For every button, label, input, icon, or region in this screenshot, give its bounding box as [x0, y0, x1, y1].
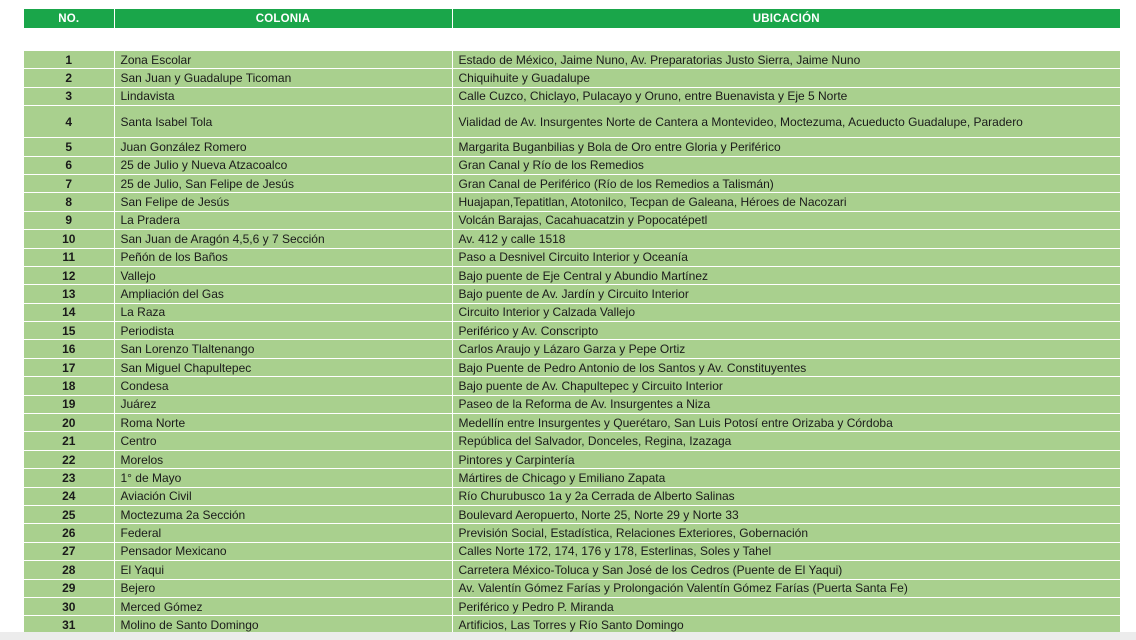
table-row — [24, 138, 1120, 156]
table-row — [24, 542, 1120, 560]
row-colonia: Morelos — [114, 450, 452, 468]
row-number: 17 — [24, 358, 114, 376]
row-number: 24 — [24, 487, 114, 505]
row-ubicacion: Paso a Desnivel Circuito Interior y Oceanía — [452, 248, 1120, 266]
table-body — [24, 51, 1120, 634]
row-colonia: San Miguel Chapultepec — [114, 358, 452, 376]
row-number: 3 — [24, 87, 114, 105]
row-colonia: Roma Norte — [114, 414, 452, 432]
row-colonia: Molino de Santo Domingo — [114, 616, 452, 634]
table-row — [24, 285, 1120, 303]
table-row — [24, 106, 1120, 138]
table-row — [24, 193, 1120, 211]
row-ubicacion: Margarita Buganbilias y Bola de Oro entre Gloria y Periférico — [452, 138, 1120, 156]
row-number: 21 — [24, 432, 114, 450]
row-number: 1 — [24, 51, 114, 69]
header-ubicacion: UBICACIÓN — [452, 9, 1120, 28]
row-number: 29 — [24, 579, 114, 597]
table-row — [24, 505, 1120, 523]
row-colonia: San Lorenzo Tlaltenango — [114, 340, 452, 358]
row-number: 23 — [24, 469, 114, 487]
row-colonia: La Raza — [114, 303, 452, 321]
row-number: 12 — [24, 266, 114, 284]
header-colonia: COLONIA — [114, 9, 452, 28]
table-row — [24, 395, 1120, 413]
row-ubicacion: Chiquihuite y Guadalupe — [452, 69, 1120, 87]
row-ubicacion: Bajo puente de Av. Chapultepec y Circuito Interior — [452, 377, 1120, 395]
row-ubicacion: Gran Canal de Periférico (Río de los Remedios a Talismán) — [452, 174, 1120, 192]
row-ubicacion: Periférico y Av. Conscripto — [452, 322, 1120, 340]
row-colonia: Santa Isabel Tola — [114, 106, 452, 138]
row-number: 30 — [24, 597, 114, 615]
table-row — [24, 597, 1120, 615]
row-number: 9 — [24, 211, 114, 229]
row-colonia: San Felipe de Jesús — [114, 193, 452, 211]
table-row — [24, 156, 1120, 174]
table-row — [24, 266, 1120, 284]
row-ubicacion: República del Salvador, Donceles, Regina, Izazaga — [452, 432, 1120, 450]
table-row — [24, 561, 1120, 579]
row-ubicacion: Medellín entre Insurgentes y Querétaro, San Luis Potosí entre Orizaba y Córdoba — [452, 414, 1120, 432]
row-colonia: Periodista — [114, 322, 452, 340]
header-row — [24, 9, 1120, 28]
row-colonia: Bejero — [114, 579, 452, 597]
row-number: 2 — [24, 69, 114, 87]
row-ubicacion: Río Churubusco 1a y 2a Cerrada de Alberto Salinas — [452, 487, 1120, 505]
table-row — [24, 51, 1120, 69]
row-ubicacion: Estado de México, Jaime Nuno, Av. Preparatorias Justo Sierra, Jaime Nuno — [452, 51, 1120, 69]
row-number: 4 — [24, 106, 114, 138]
row-ubicacion: Bajo Puente de Pedro Antonio de los Santos y Av. Constituyentes — [452, 358, 1120, 376]
row-colonia: Juárez — [114, 395, 452, 413]
row-ubicacion: Mártires de Chicago y Emiliano Zapata — [452, 469, 1120, 487]
table-row — [24, 87, 1120, 105]
row-number: 10 — [24, 230, 114, 248]
row-ubicacion: Previsión Social, Estadística, Relaciones Exteriores, Gobernación — [452, 524, 1120, 542]
row-ubicacion: Gran Canal y Río de los Remedios — [452, 156, 1120, 174]
row-ubicacion: Av. 412 y calle 1518 — [452, 230, 1120, 248]
row-number: 31 — [24, 616, 114, 634]
row-colonia: El Yaqui — [114, 561, 452, 579]
row-ubicacion: Calles Norte 172, 174, 176 y 178, Esterlinas, Soles y Tahel — [452, 542, 1120, 560]
row-colonia: Zona Escolar — [114, 51, 452, 69]
row-ubicacion: Vialidad de Av. Insurgentes Norte de Cantera a Montevideo, Moctezuma, Acueducto Guadalupe, Paradero — [452, 106, 1120, 138]
row-number: 11 — [24, 248, 114, 266]
table-row — [24, 377, 1120, 395]
row-ubicacion: Periférico y Pedro P. Miranda — [452, 597, 1120, 615]
row-number: 26 — [24, 524, 114, 542]
row-number: 15 — [24, 322, 114, 340]
row-colonia: La Pradera — [114, 211, 452, 229]
header-no: NO. — [24, 9, 114, 28]
row-colonia: Merced Gómez — [114, 597, 452, 615]
row-ubicacion: Volcán Barajas, Cacahuacatzin y Popocatépetl — [452, 211, 1120, 229]
row-ubicacion: Av. Valentín Gómez Farías y Prolongación Valentín Gómez Farías (Puerta Santa Fe) — [452, 579, 1120, 597]
row-number: 25 — [24, 505, 114, 523]
row-number: 8 — [24, 193, 114, 211]
row-colonia: Lindavista — [114, 87, 452, 105]
row-ubicacion: Bajo puente de Eje Central y Abundio Martínez — [452, 266, 1120, 284]
row-number: 18 — [24, 377, 114, 395]
row-colonia: Pensador Mexicano — [114, 542, 452, 560]
row-number: 22 — [24, 450, 114, 468]
row-ubicacion: Boulevard Aeropuerto, Norte 25, Norte 29 y Norte 33 — [452, 505, 1120, 523]
row-colonia: Federal — [114, 524, 452, 542]
row-ubicacion: Artificios, Las Torres y Río Santo Domingo — [452, 616, 1120, 634]
table-row — [24, 211, 1120, 229]
row-ubicacion: Pintores y Carpintería — [452, 450, 1120, 468]
row-colonia: Centro — [114, 432, 452, 450]
table-row — [24, 69, 1120, 87]
table-row — [24, 579, 1120, 597]
row-number: 6 — [24, 156, 114, 174]
table-row — [24, 340, 1120, 358]
row-colonia: 25 de Julio, San Felipe de Jesús — [114, 174, 452, 192]
row-colonia: Ampliación del Gas — [114, 285, 452, 303]
row-ubicacion: Calle Cuzco, Chiclayo, Pulacayo y Oruno, entre Buenavista y Eje 5 Norte — [452, 87, 1120, 105]
row-ubicacion: Carlos Araujo y Lázaro Garza y Pepe Ortiz — [452, 340, 1120, 358]
row-ubicacion: Carretera México-Toluca y San José de los Cedros (Puente de El Yaqui) — [452, 561, 1120, 579]
row-number: 27 — [24, 542, 114, 560]
row-colonia: San Juan de Aragón 4,5,6 y 7 Sección — [114, 230, 452, 248]
table-row — [24, 469, 1120, 487]
row-number: 19 — [24, 395, 114, 413]
row-number: 16 — [24, 340, 114, 358]
table-row — [24, 322, 1120, 340]
row-number: 28 — [24, 561, 114, 579]
row-colonia: 1° de Mayo — [114, 469, 452, 487]
row-number: 5 — [24, 138, 114, 156]
table-row — [24, 230, 1120, 248]
bottom-strip — [0, 632, 1136, 640]
table-row — [24, 450, 1120, 468]
table-row — [24, 487, 1120, 505]
row-colonia: Aviación Civil — [114, 487, 452, 505]
row-colonia: 25 de Julio y Nueva Atzacoalco — [114, 156, 452, 174]
table-row — [24, 524, 1120, 542]
table-header — [24, 9, 1120, 28]
row-colonia: Vallejo — [114, 266, 452, 284]
row-number: 20 — [24, 414, 114, 432]
row-colonia: San Juan y Guadalupe Ticoman — [114, 69, 452, 87]
table-row — [24, 432, 1120, 450]
table-row — [24, 248, 1120, 266]
row-ubicacion: Huajapan,Tepatitlan, Atotonilco, Tecpan de Galeana, Héroes de Nacozari — [452, 193, 1120, 211]
table-row — [24, 414, 1120, 432]
row-number: 13 — [24, 285, 114, 303]
row-ubicacion: Paseo de la Reforma de Av. Insurgentes a Niza — [452, 395, 1120, 413]
row-colonia: Juan González Romero — [114, 138, 452, 156]
row-ubicacion: Bajo puente de Av. Jardín y Circuito Interior — [452, 285, 1120, 303]
row-colonia: Condesa — [114, 377, 452, 395]
row-ubicacion: Circuito Interior y Calzada Vallejo — [452, 303, 1120, 321]
table-row — [24, 174, 1120, 192]
row-colonia: Moctezuma 2a Sección — [114, 505, 452, 523]
row-colonia: Peñón de los Baños — [114, 248, 452, 266]
table-row — [24, 358, 1120, 376]
row-number: 14 — [24, 303, 114, 321]
table-row — [24, 303, 1120, 321]
colonias-table — [24, 51, 1120, 635]
row-number: 7 — [24, 174, 114, 192]
